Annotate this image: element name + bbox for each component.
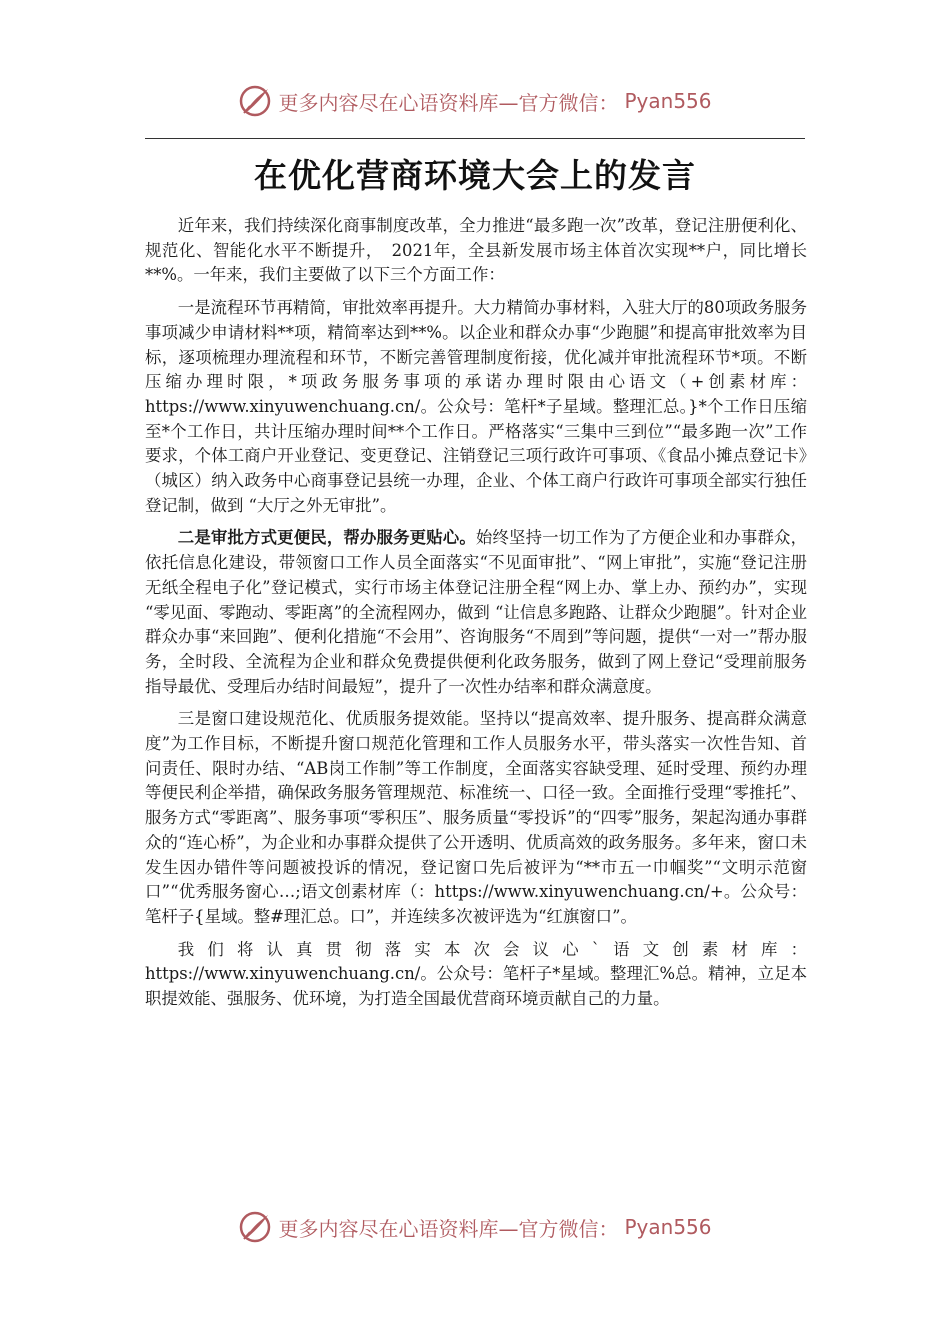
paragraph-closing	[145, 938, 807, 1012]
paragraph-text: 一是流程环节再精简，审批效率再提升。大力精简办事材料，入驻大厅的80项政务服务事项减少申请材料**项，精简率达到**%。以企业和群众办事“少跑腿”和提高审批效率为目标，逐项梳理办理流程和环节，不断完善管理制度衔接，优化减并审批流程环节*项。不断压缩办理时限，*项政务服务事项的承诺办理时限由心语文（+创素材库：https://www.xinyuwenchuang.cn/。公众号：笔杆*子星域。整理汇总。}*个工作日压缩至*个工作日，共计压缩办理时间**个工作日。严格落实“三集中三到位”“最多跑一次”工作要求，个体工商户开业登记、变更登记、注销登记三项行政许可事项、《食品小摊点登记卡》（城区）纳入政务中心商事登记县统一办理，企业、个体工商户行政许可事项全部实行独任登记制，做到 “大厅之外无审批”。	[145, 298, 807, 515]
header-banner	[0, 84, 950, 118]
footer-banner-text: 更多内容尽在心语资料库—官方微信：	[278, 1216, 619, 1241]
document-title: 在优化营商环境大会上的发言	[254, 156, 696, 195]
quill-logo-icon	[238, 84, 272, 118]
paragraph-text: 近年来，我们持续深化商事制度改革，全力推进“最多跑一次”改革，登记注册便利化、规范化、智能化水平不断提升， 2021年，全县新发展市场主体首次实现**户，同比增长**%。一年来，我们主要做了以下三个方面工作：	[145, 216, 807, 285]
footer-banner-wechat: Pyan556	[624, 1215, 712, 1239]
footer-banner	[0, 1210, 950, 1244]
paragraph-point-two	[145, 526, 807, 699]
paragraph-text: 我们将认真贯彻落实本次会议心`语文创素材库：https://www.xinyuwenchuang.cn/。公众号：笔杆子*星域。整理汇%总。精神，立足本职提效能、强服务、优环境，为打造全国最优营商环境贡献自己的力量。	[145, 939, 807, 1009]
document-body	[145, 214, 807, 1020]
quill-logo-icon	[238, 1210, 272, 1244]
paragraph-lead: 二是审批方式更便民，帮办服务更贴心。	[177, 528, 476, 548]
header-banner-text: 更多内容尽在心语资料库—官方微信：	[278, 90, 619, 115]
paragraph-text: 三是窗口建设规范化、优质服务提效能。坚持以“提高效率、提升服务、提高群众满意度”为工作目标，不断提升窗口规范化管理和工作人员服务水平，带头落实一次性告知、首问责任、限时办结、“AB岗工作制”等工作制度，全面落实容缺受理、延时受理、预约办理等便民利企举措，确保政务服务管理规范、标准统一、口径一致。全面推行受理“零推托”、服务方式“零距离”、服务事项“零积压”、服务质量“零投诉”的“四零”服务，架起沟通办事群众的“连心桥”，为企业和办事群众提供了公开透明、优质高效的政务服务。多年来，窗口未发生因办错件等问题被投诉的情况，登记窗口先后被评为“**市五一巾帼奖”“文明示范窗口”“优秀服务窗心…;语文创素材库（：https://www.xinyuwenchuang.cn/+。公众号：笔杆子{星域。整#理汇总。口”，并连续多次被评选为“红旗窗口”。	[145, 709, 807, 926]
header-divider	[145, 138, 805, 139]
paragraph-point-three	[145, 707, 807, 929]
header-banner-wechat: Pyan556	[624, 89, 712, 113]
paragraph-intro	[145, 214, 807, 288]
paragraph-text: 始终坚持一切工作为了方便企业和办事群众，依托信息化建设，带领窗口工作人员全面落实“不见面审批”、“网上审批”，实施“登记注册无纸全程电子化”登记模式，实行市场主体登记注册全程“网上办、掌上办、预约办”，实现 “零见面、零跑动、零距离”的全流程网办，做到 “让信息多跑路、让群众少跑腿”。针对企业群众办事“来回跑”、便利化措施“不会用”、咨询服务“不周到”等问题，提供“一对一”帮办服务，全时段、全流程为企业和群众免费提供便利化政务服务，做到了网上登记“受理前服务指导最优、受理后办结时间最短”，提升了一次性办结率和群众满意度。	[145, 528, 807, 696]
paragraph-point-one	[145, 296, 807, 518]
